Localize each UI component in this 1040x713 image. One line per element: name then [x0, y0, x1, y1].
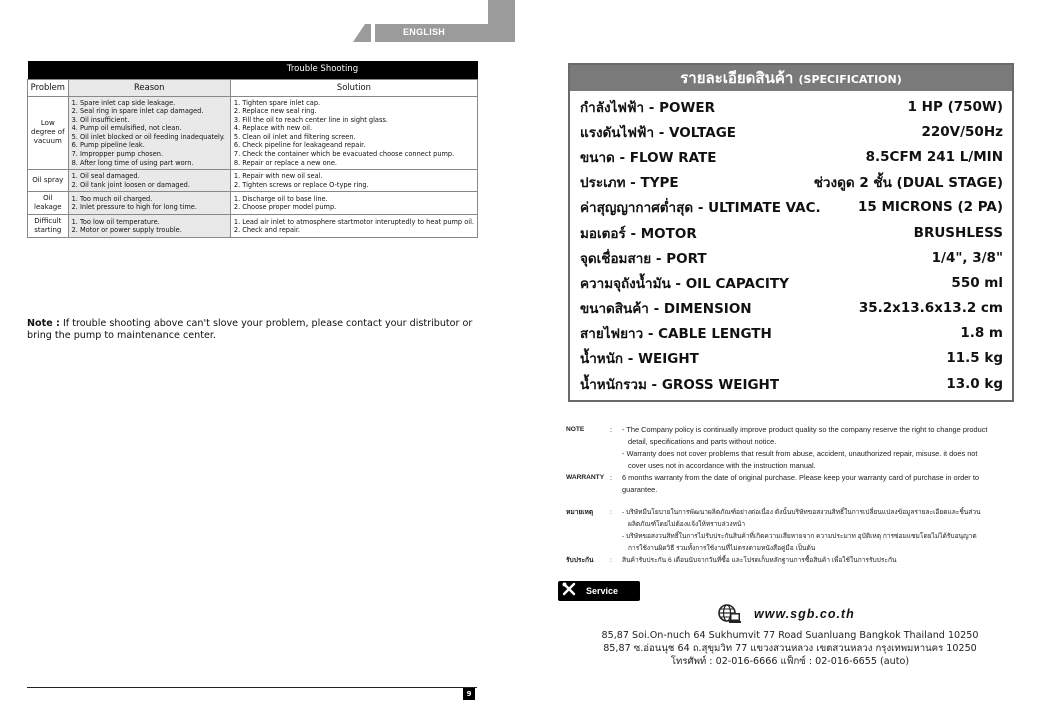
problem-cell: Oil spray — [28, 170, 69, 192]
spec-row — [570, 119, 1012, 144]
note-line: detail, specifications and parts without notice. — [628, 437, 777, 446]
solution-item: 4. Replace with new oil. — [233, 124, 313, 133]
notes-english: NOTE : - The Company policy is continually improve product quality so the company reserve the right to change product detail, specifications and parts without notice. - Warranty does not cover problems that result from abuse, accident, unauthorized repair, misuse. it does not cover uses not in accordance with the instruction manual. WARRANTY : 6 months warranty from the date of original purchase. Please keep your warranty card of purchase in order to guarantee. — [566, 424, 1016, 496]
spec-row — [570, 245, 1012, 270]
spec-label: จุดเชื่อมสาย - PORT — [580, 250, 707, 267]
spec-row — [570, 144, 1012, 169]
reason-cell — [68, 215, 230, 238]
spec-row — [570, 346, 1012, 371]
solution-cell — [230, 215, 477, 238]
note-label: Note : — [27, 318, 60, 329]
table-row — [28, 215, 478, 238]
solution-item: 1. Discharge oil to base line. — [233, 194, 328, 203]
note-line-th: ผลิตภัณฑ์โดยไม่ต้องแจ้งให้ทราบล่วงหน้า — [628, 521, 746, 528]
column-header-reason: Reason — [68, 79, 230, 96]
warranty-line: guarantee. — [622, 485, 658, 494]
tab-slash-decoration — [353, 24, 365, 42]
note-line: - Warranty does not cover problems that result from abuse, accident, unauthorized repair, misuse. it does not — [622, 449, 978, 458]
note-line: - The Company policy is continually improve product quality so the company reserve the right to change product — [622, 425, 988, 434]
solution-cell — [230, 192, 477, 215]
warranty-label-en: WARRANTY — [566, 474, 605, 481]
spec-value: 1.8 m — [960, 325, 1003, 342]
warranty-line-th: สินค้ารับประกัน 6 เดือนนับจากวันที่ซื้อ และโปรดเก็บหลักฐานการซื้อสินค้า เพื่อใช้ในการรับประกัน — [622, 557, 897, 564]
service-badge — [558, 581, 640, 601]
wrench-screwdriver-icon — [558, 582, 580, 600]
phone-fax-line: โทรศัพท์ : 02-016-6666 แฟ็กซ์ : 02-016-6655 (auto) — [670, 656, 910, 667]
column-header-solution: Solution — [230, 79, 477, 96]
tab-slash-decoration — [365, 24, 371, 42]
reason-item: 1. Spare inlet cap side leakage. — [71, 98, 176, 107]
language-label: ENGLISH — [403, 27, 446, 37]
spec-row — [570, 195, 1012, 220]
solution-item: 2. Tighten screws or replace O-type ring. — [233, 180, 369, 189]
note-label-th: หมายเหตุ — [566, 509, 594, 516]
solution-item: 8. Repair or replace a new one. — [233, 158, 337, 167]
spec-label: น้ำหนัก - WEIGHT — [580, 351, 699, 368]
solution-cell — [230, 170, 477, 192]
spec-value: 13.0 kg — [946, 375, 1003, 392]
reason-item: 1. Too low oil temperature. — [71, 217, 160, 226]
spec-value: 550 ml — [951, 274, 1003, 291]
spec-label: สายไฟยาว - CABLE LENGTH — [580, 326, 772, 343]
reason-item: 3. Oil insufficient. — [71, 115, 130, 124]
solution-item: 2. Replace new seal ring. — [233, 107, 317, 116]
spec-value: 1 HP (750W) — [907, 98, 1003, 115]
column-header-problem: Problem — [28, 79, 69, 96]
spec-value: 15 MICRONS (2 PA) — [858, 199, 1003, 216]
spec-label: ขนาดสินค้า - DIMENSION — [580, 301, 752, 318]
problem-cell: Oil leakage — [28, 192, 69, 215]
reason-item: 4. Pump oil emulsified, not clean. — [71, 124, 182, 133]
reason-item: 6. Pump pipeline leak. — [71, 141, 145, 150]
note-line-th: - บริษัทขอสงวนสิทธิ์ในการไม่รับประกันสินค้าที่เกิดความเสียหายจาก ความประมาท อุบัติเหตุ การซ่อมแซมโดยไม่ได้รับอนุญาต — [622, 533, 977, 540]
reason-cell — [68, 170, 230, 192]
solution-item: 1. Repair with new oil seal. — [233, 172, 323, 181]
solution-item: 1. Tighten spare inlet cap. — [233, 98, 321, 107]
table-row — [28, 170, 478, 192]
spec-row — [570, 220, 1012, 245]
reason-item: 2. Inlet pressure to high for long time. — [71, 203, 197, 212]
table-row — [28, 96, 478, 170]
spec-value: 11.5 kg — [946, 350, 1003, 367]
trouble-note — [27, 318, 487, 341]
reason-cell — [68, 192, 230, 215]
spec-label: กำลังไฟฟ้า - POWER — [580, 99, 715, 116]
specification-title — [570, 65, 1012, 91]
spec-label: น้ำหนักรวม - GROSS WEIGHT — [580, 376, 780, 393]
address-line-en: 85,87 Soi.On-nuch 64 Sukhumvit 77 Road Suanluang Bangkok Thailand 10250 — [601, 630, 979, 641]
spec-row — [570, 270, 1012, 295]
notes-thai: หมายเหตุ : - บริษัทมีนโยบายในการพัฒนาผลิตภัณฑ์อย่างต่อเนื่อง ดังนั้นบริษัทขอสงวนสิทธิ์ในการเปลี่ยนแปลงข้อมูลรายละเอียดและชิ้นส่วน ผลิตภัณฑ์โดยไม่ต้องแจ้งให้ทราบล่วงหน้า - บริษัทขอสงวนสิทธิ์ในการไม่รับประกันสินค้าที่เกิดความเสียหายจาก ความประมาท อุบัติเหตุ การซ่อมแซมโดยไม่ได้รับอนุญาต การใช้งานผิดวิธี รวมทั้งการใช้งานที่ไม่ตรงตามหนังสือคู่มือ เป็นต้น รับประกัน : สินค้ารับประกัน 6 เดือนนับจากวันที่ซื้อ และโปรดเก็บหลักฐานการซื้อสินค้า เพื่อใช้ในการรับประกัน — [566, 507, 1016, 567]
spec-value: 220V/50Hz — [921, 123, 1003, 140]
spec-label: มอเตอร์ - MOTOR — [580, 225, 697, 242]
spec-value: 8.5CFM 241 L/MIN — [865, 148, 1003, 165]
solution-item: 6. Check pipeline for leakageand repair. — [233, 141, 366, 150]
page-number: 9 — [463, 688, 475, 700]
reason-item: 2. Seal ring in spare inlet cap damaged. — [71, 107, 204, 116]
globe-computer-icon — [718, 604, 742, 624]
note-text: If trouble shooting above can't slove your problem, please contact your distributor or bring the pump to maintenance center. — [27, 318, 473, 341]
spec-value: 1/4", 3/8" — [931, 249, 1003, 266]
solution-item: 5. Clean oil inlet and filtering screen. — [233, 132, 356, 141]
problem-cell: Low degree of vacuum — [28, 96, 69, 170]
spec-label: ขนาด - FLOW RATE — [580, 149, 717, 166]
tab-decoration — [488, 0, 515, 24]
specification-box — [568, 63, 1014, 402]
spec-row — [570, 296, 1012, 321]
website-url[interactable]: www.sgb.co.th — [754, 607, 855, 621]
spec-title-en: (SPECIFICATION) — [798, 73, 902, 86]
spec-value: BRUSHLESS — [913, 224, 1003, 241]
address-line-th: 85,87 ซ.อ่อนนุช 64 ถ.สุขุมวิท 77 แขวงสวนหลวง เขตสวนหลวง กรุงเทพมหานคร 10250 — [603, 643, 977, 654]
reason-item: 1. Oil seal damaged. — [71, 172, 140, 181]
spec-title-thai: รายละเอียดสินค้า — [680, 69, 794, 87]
language-tab — [353, 24, 515, 42]
website — [718, 604, 855, 624]
solution-item: 7. Check the container which be evacuated choose connect pump. — [233, 150, 455, 159]
spec-row — [570, 94, 1012, 119]
note-line-th: - บริษัทมีนโยบายในการพัฒนาผลิตภัณฑ์อย่างต่อเนื่อง ดังนั้นบริษัทขอสงวนสิทธิ์ในการเปลี่ยนแปลงข้อมูลรายละเอียดและชิ้นส่วน — [622, 509, 981, 516]
solution-item: 1. Lead air inlet to atmosphere startmotor interuptedly to heat pump oil. — [233, 217, 474, 226]
spec-label: ประเภท - TYPE — [580, 175, 679, 192]
spec-value: ช่วงดูด 2 ชั้น (DUAL STAGE) — [813, 175, 1003, 192]
solution-item: 3. Fill the oil to reach center line in sight glass. — [233, 115, 388, 124]
spec-label: แรงดันไฟฟ้า - VOLTAGE — [580, 124, 736, 141]
note-line: cover uses not in accordance with the instruction manual. — [628, 461, 816, 470]
solution-item: 2. Choose proper model pump. — [233, 203, 337, 212]
spec-row — [570, 170, 1012, 195]
spec-label: ความจุถังน้ำมัน - OIL CAPACITY — [580, 275, 789, 292]
note-label-en: NOTE — [566, 426, 585, 433]
table-title: Trouble Shooting — [28, 61, 478, 79]
service-label: Service — [586, 586, 619, 596]
trouble-shooting-table — [27, 61, 478, 238]
company-address — [585, 629, 995, 668]
note-line-th: การใช้งานผิดวิธี รวมทั้งการใช้งานที่ไม่ตรงตามหนังสือคู่มือ เป็นต้น — [628, 545, 816, 552]
table-row — [28, 192, 478, 215]
problem-cell: Difficult starting — [28, 215, 69, 238]
warranty-label-th: รับประกัน — [566, 557, 594, 564]
spec-row — [570, 321, 1012, 346]
reason-cell — [68, 96, 230, 170]
footer-divider — [27, 687, 477, 688]
reason-item: 2. Oil tank joint loosen or damaged. — [71, 180, 190, 189]
reason-item: 8. After long time of using part worn. — [71, 158, 194, 167]
reason-item: 7. Impropper pump chosen. — [71, 150, 164, 159]
reason-item: 1. Too much oil charged. — [71, 194, 153, 203]
warranty-line: 6 months warranty from the date of original purchase. Please keep your warranty card of purchase in order to — [622, 473, 979, 482]
solution-cell — [230, 96, 477, 170]
reason-item: 2. Motor or power supply trouble. — [71, 226, 182, 235]
reason-item: 5. Oil inlet blocked or oil feeding inadequately. — [71, 132, 225, 141]
spec-label: ค่าสุญญากาศต่ำสุด - ULTIMATE VAC. — [580, 200, 821, 217]
spec-row — [570, 371, 1012, 396]
spec-value: 35.2x13.6x13.2 cm — [858, 300, 1003, 317]
solution-item: 2. Check and repair. — [233, 226, 301, 235]
